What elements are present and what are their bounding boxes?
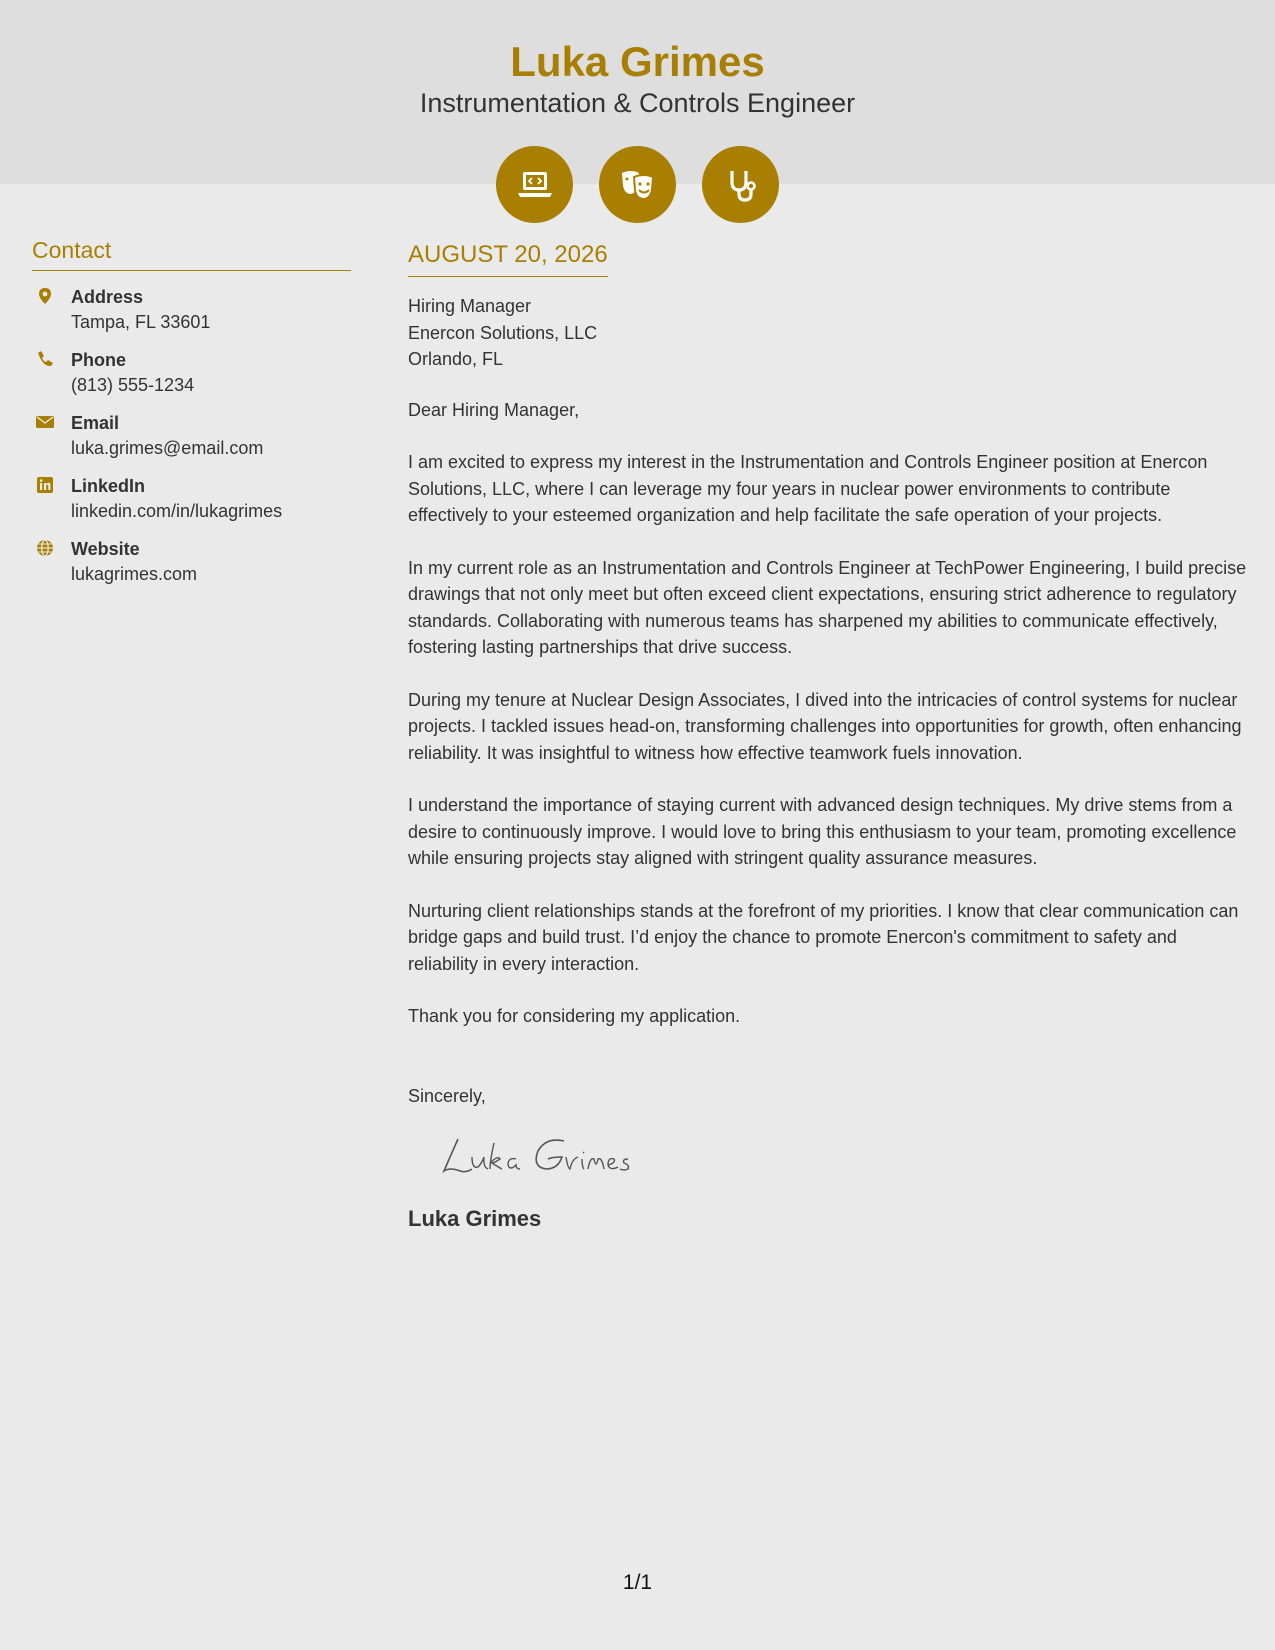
contact-item-address	[32, 285, 351, 348]
laptop-code-icon	[496, 146, 573, 223]
linkedin-value: linkedin.com/in/lukagrimes	[71, 501, 283, 521]
greeting: Dear Hiring Manager,	[408, 399, 580, 420]
contact-heading: Contact	[32, 236, 351, 271]
phone-label: Phone	[71, 350, 127, 370]
paragraph-2: In my current role as an Instrumentation and Controls Engineer at TechPower Engineering, I build precise drawings that not only meet but often exceed client expectations, ensuring strict adherence to regulatory standards. Collaborating with numerous teams has sharpened my abilities to communicate effectively, fostering lasting partnerships that drive success.	[408, 557, 1247, 657]
stethoscope-icon	[702, 146, 779, 223]
contact-item-phone	[32, 348, 351, 411]
email-label: Email	[71, 413, 120, 433]
linkedin-label: LinkedIn	[71, 476, 146, 496]
letter-date: AUGUST 20, 2026	[408, 240, 608, 277]
interest-icons	[0, 146, 1275, 223]
paragraph-3: During my tenure at Nuclear Design Associates, I dived into the intricacies of control systems for nuclear projects. I tackled issues head-on, transforming challenges into opportunities for growth, often enhancing reliability. It was insightful to witness how effective teamwork fuels innovation.	[408, 689, 1242, 763]
contact-item-email	[32, 411, 351, 474]
phone-icon	[36, 350, 54, 368]
theater-masks-icon	[599, 146, 676, 223]
website-label: Website	[71, 539, 140, 559]
website-value: lukagrimes.com	[71, 564, 198, 584]
handwritten-signature	[436, 1127, 1248, 1183]
recipient-location: Orlando, FL	[408, 349, 504, 369]
paragraph-6: Thank you for considering my application.	[408, 1006, 741, 1026]
address-value: Tampa, FL 33601	[71, 312, 211, 332]
applicant-title: Instrumentation & Controls Engineer	[419, 88, 856, 118]
applicant-name: Luka Grimes	[510, 38, 765, 85]
contact-item-website	[32, 537, 351, 600]
linkedin-icon	[36, 476, 54, 494]
page-number: 1/1	[622, 1571, 653, 1594]
paragraph-4: I understand the importance of staying current with advanced design techniques. My drive stems from a desire to continuously improve. I would love to bring this enthusiasm to your team, promoting excellence while ensuring projects stay aligned with stringent quality assurance measures.	[408, 795, 1237, 868]
signer-name: Luka Grimes	[408, 1206, 542, 1231]
address-label: Address	[71, 287, 144, 307]
recipient-company: Enercon Solutions, LLC	[408, 322, 598, 343]
phone-value: (813) 555-1234	[71, 375, 195, 395]
letter-body	[408, 240, 1248, 1233]
map-pin-icon	[36, 287, 54, 305]
globe-icon	[36, 539, 54, 557]
recipient-name: Hiring Manager	[408, 296, 532, 316]
envelope-icon	[36, 413, 54, 431]
paragraph-5: Nurturing client relationships stands at the forefront of my priorities. I know that clear communication can bridge gaps and build trust. I’d enjoy the chance to promote Enercon's commitment to safety and reliability in every interaction.	[408, 900, 1239, 974]
recipient-block	[408, 293, 1248, 373]
contact-item-linkedin	[32, 474, 351, 537]
email-value: luka.grimes@email.com	[71, 438, 264, 458]
paragraph-1: I am excited to express my interest in the Instrumentation and Controls Engineer position at Enercon Solutions, LLC, where I can leverage my four years in nuclear power environments to contribute effectively to your esteemed organization and help facilitate the safe operation of your projects.	[408, 452, 1208, 525]
contact-sidebar	[32, 236, 351, 600]
closing: Sincerely,	[408, 1085, 486, 1106]
